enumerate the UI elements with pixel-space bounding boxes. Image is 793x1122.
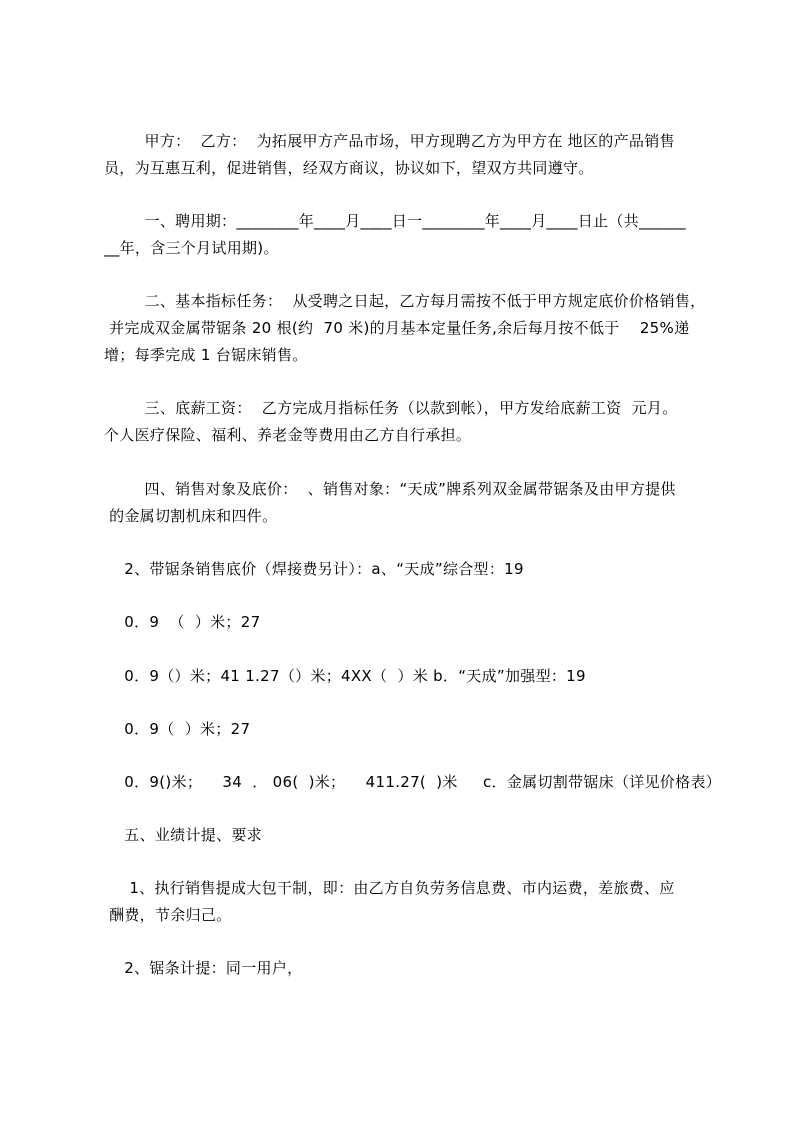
section-4-item-2: 2、带锯条销售底价（焊接费另计）：a、“天成”综合型：19 — [104, 560, 524, 578]
section-2-line-3: 增；每季完成 1 台锯床销售。 — [104, 346, 308, 364]
section-3-line-2: 个人医疗保险、福利、养老金等费用由乙方自行承担。 — [104, 426, 472, 444]
section-5-item-1-line-1: 1、执行销售提成大包干制，即：由乙方自负劳务信息费、市内运费，差旅费、应 — [104, 879, 675, 897]
intro-line-1: 甲方： 乙方： 为拓展甲方产品市场，甲方现聘乙方为甲方在 地区的产品销售 — [104, 132, 675, 150]
section-5-item-1-line-2: 酬费，节余归己。 — [104, 906, 232, 924]
section-4-line-2: 的金属切割机床和四件。 — [104, 507, 278, 525]
section-2-line-2: 并完成双金属带锯条 20 根(约 70 米)的月基本定量任务,余后每月按不低于 25%递 — [104, 319, 690, 337]
intro-line-2: 员，为互惠互利，促进销售，经双方商议，协议如下，望双方共同遵守。 — [104, 159, 594, 177]
section-4-line-1: 四、销售对象及底价： 、销售对象：“天成”牌系列双金属带锯条及由甲方提供 — [104, 480, 676, 498]
price-line-2: 0．9（）米；41 1.27（）米；4XX（ ）米 b．“天成”加强型：19 — [104, 667, 586, 685]
section-5-heading: 五、业绩计提、要求 — [104, 826, 262, 844]
price-line-4: 0．9()米； 34 ． 06( )米； 411.27( )米 c．金属切割带锯床（详见价格表） — [104, 773, 722, 791]
section-1-line-1: 一、聘用期：________年____月____日一________年____月____日止（共______ — [104, 212, 686, 230]
section-1-line-2: __年，含三个月试用期)。 — [104, 239, 279, 257]
section-3-line-1: 三、底薪工资： 乙方完成月指标任务（以款到帐），甲方发给底薪工资 元月。 — [104, 399, 678, 417]
section-2-line-1: 二、基本指标任务： 从受聘之日起，乙方每月需按不低于甲方规定底价价格销售， — [104, 292, 706, 310]
price-line-3: 0．9（ ）米；27 — [104, 720, 251, 738]
price-line-1: 0．9 （ ）米；27 — [104, 613, 261, 631]
section-5-item-2: 2、锯条计提：同一用户， — [104, 959, 303, 977]
